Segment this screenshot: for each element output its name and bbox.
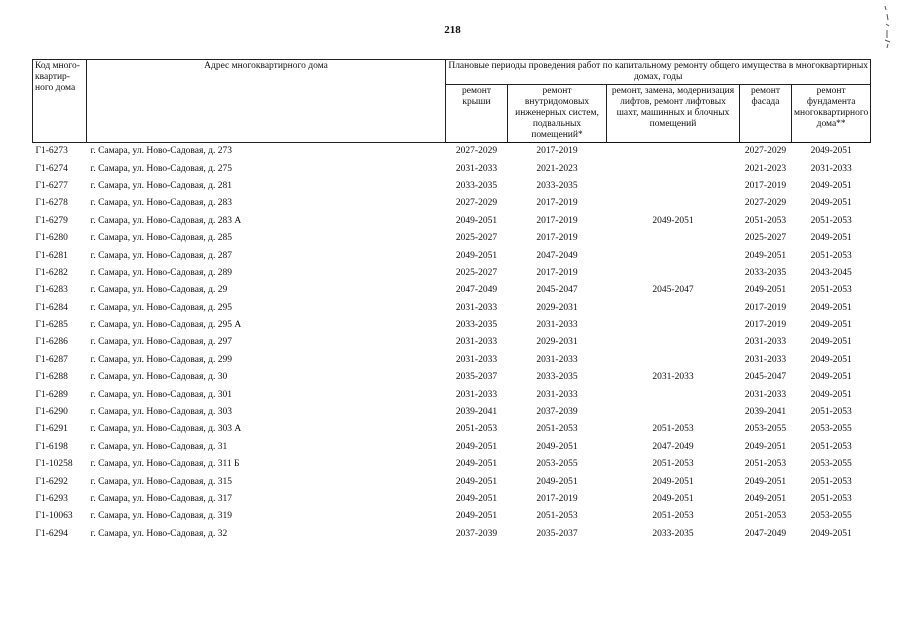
systems-period-cell: 2029-2031: [536, 337, 578, 348]
address-cell: г. Самара, ул. Ново-Садовая, д. 273: [90, 146, 232, 157]
foundation-period-cell: 2053-2055: [810, 424, 852, 435]
systems-period-cell: 2017-2019: [536, 267, 578, 278]
lifts-period-cell: [607, 265, 740, 282]
address-cell: г. Самара, ул. Ново-Садовая, д. 30: [90, 372, 228, 383]
table-row: [33, 508, 871, 525]
foundation-period-cell: 2049-2051: [810, 302, 852, 313]
lifts-period-cell: 2049-2051: [652, 494, 694, 504]
facade-period-cell: 2049-2051: [744, 494, 787, 504]
table-row: [33, 491, 871, 508]
table-row: [33, 456, 871, 473]
roof-period-cell: 2025-2027: [455, 267, 498, 278]
facade-period-cell: 2045-2047: [744, 372, 787, 383]
table-row: [33, 473, 871, 490]
lifts-period-cell: 2049-2051: [652, 476, 694, 487]
address-cell: г. Самара, ул. Ново-Садовая, д. 315: [90, 476, 232, 487]
code-cell: Г1-10258: [35, 459, 73, 470]
table-row: [33, 143, 871, 161]
table-row: [33, 334, 871, 351]
roof-period-cell: 2049-2051: [455, 511, 498, 522]
address-cell: г. Самара, ул. Ново-Садовая, д. 285: [90, 233, 232, 244]
lifts-period-cell: 2045-2047: [652, 285, 694, 296]
roof-period-cell: 2025-2027: [455, 233, 498, 244]
facade-period-cell: 2021-2023: [744, 163, 787, 174]
lifts-period-cell: [607, 317, 740, 334]
table-row: [33, 178, 871, 195]
lifts-period-cell: [607, 247, 740, 264]
systems-period-cell: 2031-2033: [536, 354, 578, 365]
table-row: [33, 352, 871, 369]
table-row: [33, 369, 871, 386]
facade-period-cell: 2017-2019: [744, 180, 787, 191]
code-cell: Г1-6288: [35, 372, 68, 383]
systems-period-cell: 2051-2053: [536, 511, 578, 522]
roof-period-cell: 2049-2051: [455, 441, 498, 452]
lifts-period-cell: [607, 195, 740, 212]
address-cell: г. Самара, ул. Ново-Садовая, д. 275: [90, 163, 232, 174]
facade-period-cell: 2051-2053: [744, 511, 787, 522]
roof-period-cell: 2035-2037: [455, 372, 498, 383]
foundation-period-cell: 2049-2051: [810, 180, 852, 191]
systems-period-cell: 2053-2055: [536, 459, 578, 470]
table-row: [33, 230, 871, 247]
facade-period-cell: 2017-2019: [744, 302, 787, 313]
foundation-period-cell: 2049-2051: [810, 198, 852, 209]
lifts-period-cell: [607, 334, 740, 351]
lifts-period-cell: [607, 143, 740, 161]
code-cell: Г1-6287: [35, 354, 68, 365]
foundation-period-cell: 2051-2053: [810, 407, 852, 418]
roof-period-cell: 2031-2033: [455, 389, 498, 400]
facade-period-cell: 2049-2051: [744, 441, 787, 452]
lifts-period-cell: 2049-2051: [652, 215, 694, 226]
address-cell: г. Самара, ул. Ново-Садовая, д. 295 А: [90, 320, 242, 331]
foundation-period-cell: 2053-2055: [810, 459, 852, 470]
lifts-period-cell: 2051-2053: [652, 424, 694, 435]
roof-period-cell: 2049-2051: [455, 459, 498, 470]
systems-period-cell: 2031-2033: [536, 320, 578, 331]
code-cell: Г1-6198: [35, 441, 68, 452]
table-row: [33, 317, 871, 334]
foundation-period-cell: 2031-2033: [810, 163, 852, 174]
foundation-period-cell: 2049-2051: [810, 389, 852, 400]
code-cell: Г1-6280: [35, 233, 68, 244]
roof-period-cell: 2027-2029: [455, 146, 498, 157]
systems-period-cell: 2037-2039: [536, 407, 578, 418]
systems-period-cell: 2047-2049: [536, 250, 578, 261]
facade-period-cell: 2031-2033: [744, 337, 787, 348]
roof-period-cell: 2049-2051: [455, 215, 498, 226]
header-roof: ремонт крыши: [446, 85, 508, 143]
foundation-period-cell: 2043-2045: [810, 267, 852, 278]
foundation-period-cell: 2049-2051: [810, 146, 852, 157]
table-row: [33, 404, 871, 421]
systems-period-cell: 2017-2019: [536, 215, 578, 226]
foundation-period-cell: 2049-2051: [810, 528, 852, 539]
address-cell: г. Самара, ул. Ново-Садовая, д. 299: [90, 354, 232, 365]
facade-period-cell: 2047-2049: [744, 528, 787, 539]
roof-period-cell: 2031-2033: [455, 337, 498, 348]
code-cell: Г1-6282: [35, 267, 68, 278]
table-row: [33, 421, 871, 438]
address-cell: г. Самара, ул. Ново-Садовая, д. 303 А: [90, 424, 242, 435]
table-row: [33, 160, 871, 177]
code-cell: Г1-6290: [35, 407, 68, 418]
roof-period-cell: 2049-2051: [455, 494, 498, 504]
table-row: [33, 526, 871, 543]
code-cell: Г1-6286: [35, 337, 68, 348]
lifts-period-cell: 2051-2053: [652, 459, 694, 470]
roof-period-cell: 2027-2029: [455, 198, 498, 209]
lifts-period-cell: [607, 178, 740, 195]
table-row: [33, 386, 871, 403]
address-cell: г. Самара, ул. Ново-Садовая, д. 281: [90, 180, 232, 191]
lifts-period-cell: [607, 300, 740, 317]
roof-period-cell: 2049-2051: [455, 250, 498, 261]
systems-period-cell: 2033-2035: [536, 180, 578, 191]
code-cell: Г1-6293: [35, 494, 68, 504]
systems-period-cell: 2049-2051: [536, 476, 578, 487]
systems-period-cell: 2035-2037: [536, 528, 578, 539]
scan-edge-mark: [883, 4, 891, 50]
facade-period-cell: 2049-2051: [744, 285, 787, 296]
address-cell: г. Самара, ул. Ново-Садовая, д. 311 Б: [90, 459, 240, 470]
facade-period-cell: 2027-2029: [744, 198, 787, 209]
facade-period-cell: 2051-2053: [744, 215, 787, 226]
code-cell: Г1-6277: [35, 180, 68, 191]
table-row: [33, 300, 871, 317]
code-cell: Г1-6291: [35, 424, 68, 435]
foundation-period-cell: 2051-2053: [810, 494, 852, 504]
address-cell: г. Самара, ул. Ново-Садовая, д. 287: [90, 250, 232, 261]
code-cell: Г1-6274: [35, 163, 68, 174]
facade-period-cell: 2053-2055: [744, 424, 787, 435]
lifts-period-cell: [607, 230, 740, 247]
code-cell: Г1-6281: [35, 250, 68, 261]
address-cell: г. Самара, ул. Ново-Садовая, д. 295: [90, 302, 232, 313]
roof-period-cell: 2031-2033: [455, 163, 498, 174]
roof-period-cell: 2031-2033: [455, 354, 498, 365]
table-row: [33, 247, 871, 264]
foundation-period-cell: 2049-2051: [810, 372, 852, 383]
systems-period-cell: 2021-2023: [536, 163, 578, 174]
roof-period-cell: 2051-2053: [455, 424, 498, 435]
address-cell: г. Самара, ул. Ново-Садовая, д. 283 А: [90, 215, 242, 226]
foundation-period-cell: 2051-2053: [810, 441, 852, 452]
code-cell: Г1-6292: [35, 476, 68, 487]
roof-period-cell: 2033-2035: [455, 180, 498, 191]
code-cell: Г1-6284: [35, 302, 68, 313]
code-cell: Г1-6279: [35, 215, 68, 226]
roof-period-cell: 2047-2049: [455, 285, 498, 296]
systems-period-cell: 2051-2053: [536, 424, 578, 435]
systems-period-cell: 2031-2033: [536, 389, 578, 400]
address-cell: г. Самара, ул. Ново-Садовая, д. 289: [90, 267, 232, 278]
facade-period-cell: 2049-2051: [744, 476, 787, 487]
foundation-period-cell: 2051-2053: [810, 285, 852, 296]
code-cell: Г1-6285: [35, 320, 68, 331]
code-cell: Г1-10063: [35, 511, 73, 522]
code-cell: Г1-6273: [35, 146, 68, 157]
roof-period-cell: 2049-2051: [455, 476, 498, 487]
lifts-period-cell: 2033-2035: [652, 528, 694, 539]
address-cell: г. Самара, ул. Ново-Садовая, д. 317: [90, 494, 232, 504]
lifts-period-cell: [607, 352, 740, 369]
foundation-period-cell: 2053-2055: [810, 511, 852, 522]
header-facade: ремонт фасада: [740, 85, 792, 143]
code-cell: Г1-6283: [35, 285, 68, 296]
address-cell: г. Самара, ул. Ново-Садовая, д. 283: [90, 198, 232, 209]
lifts-period-cell: [607, 386, 740, 403]
lifts-period-cell: [607, 160, 740, 177]
systems-period-cell: 2017-2019: [536, 494, 578, 504]
roof-period-cell: 2033-2035: [455, 320, 498, 331]
systems-period-cell: 2017-2019: [536, 198, 578, 209]
foundation-period-cell: 2049-2051: [810, 354, 852, 365]
roof-period-cell: 2037-2039: [455, 528, 498, 539]
address-cell: г. Самара, ул. Ново-Садовая, д. 31: [90, 441, 228, 452]
address-cell: г. Самара, ул. Ново-Садовая, д. 319: [90, 511, 232, 522]
table-body: [33, 143, 871, 543]
facade-period-cell: 2033-2035: [744, 267, 787, 278]
header-foundation: ремонт фундамента многоквартирного дома**: [792, 85, 871, 143]
foundation-period-cell: 2051-2053: [810, 250, 852, 261]
systems-period-cell: 2029-2031: [536, 302, 578, 313]
foundation-period-cell: 2049-2051: [810, 320, 852, 331]
header-code: Код много-квартир-ного дома: [33, 60, 87, 143]
table-row: [33, 213, 871, 230]
lifts-period-cell: 2047-2049: [652, 441, 694, 452]
table-row: [33, 265, 871, 282]
facade-period-cell: 2017-2019: [744, 320, 787, 331]
systems-period-cell: 2017-2019: [536, 233, 578, 244]
header-lifts: ремонт, замена, модернизация лифтов, ремонт лифтовых шахт, машинных и блочных помещений: [607, 85, 740, 143]
page-number: 218: [444, 24, 461, 36]
header-address: Адрес многоквартирного дома: [87, 60, 446, 143]
address-cell: г. Самара, ул. Ново-Садовая, д. 29: [90, 285, 228, 296]
systems-period-cell: 2049-2051: [536, 441, 578, 452]
foundation-period-cell: 2051-2053: [810, 476, 852, 487]
facade-period-cell: 2049-2051: [744, 250, 787, 261]
facade-period-cell: 2031-2033: [744, 354, 787, 365]
code-cell: Г1-6289: [35, 389, 68, 400]
address-cell: г. Самара, ул. Ново-Садовая, д. 297: [90, 337, 232, 348]
roof-period-cell: 2039-2041: [455, 407, 498, 418]
capital-repair-table: [32, 59, 871, 543]
facade-period-cell: 2031-2033: [744, 389, 787, 400]
lifts-period-cell: 2051-2053: [652, 511, 694, 522]
lifts-period-cell: [607, 404, 740, 421]
facade-period-cell: 2025-2027: [744, 233, 787, 244]
table-row: [33, 282, 871, 299]
foundation-period-cell: 2049-2051: [810, 337, 852, 348]
systems-period-cell: 2017-2019: [536, 146, 578, 157]
table-row: [33, 439, 871, 456]
address-cell: г. Самара, ул. Ново-Садовая, д. 303: [90, 407, 232, 418]
header-systems: ремонт внутридомовых инженерных систем, подвальных помещений*: [508, 85, 607, 143]
address-cell: г. Самара, ул. Ново-Садовая, д. 301: [90, 389, 232, 400]
lifts-period-cell: 2031-2033: [652, 372, 694, 383]
code-cell: Г1-6294: [35, 528, 68, 539]
foundation-period-cell: 2049-2051: [810, 233, 852, 244]
table-row: [33, 195, 871, 212]
address-cell: г. Самара, ул. Ново-Садовая, д. 32: [90, 528, 228, 539]
systems-period-cell: 2033-2035: [536, 372, 578, 383]
facade-period-cell: 2051-2053: [744, 459, 787, 470]
header-periods-group: Плановые периоды проведения работ по капитальному ремонту общего имущества в многоквартирных домах, годы: [446, 60, 871, 85]
facade-period-cell: 2039-2041: [744, 407, 787, 418]
facade-period-cell: 2027-2029: [744, 146, 787, 157]
foundation-period-cell: 2051-2053: [810, 215, 852, 226]
code-cell: Г1-6278: [35, 198, 68, 209]
systems-period-cell: 2045-2047: [536, 285, 578, 296]
roof-period-cell: 2031-2033: [455, 302, 498, 313]
